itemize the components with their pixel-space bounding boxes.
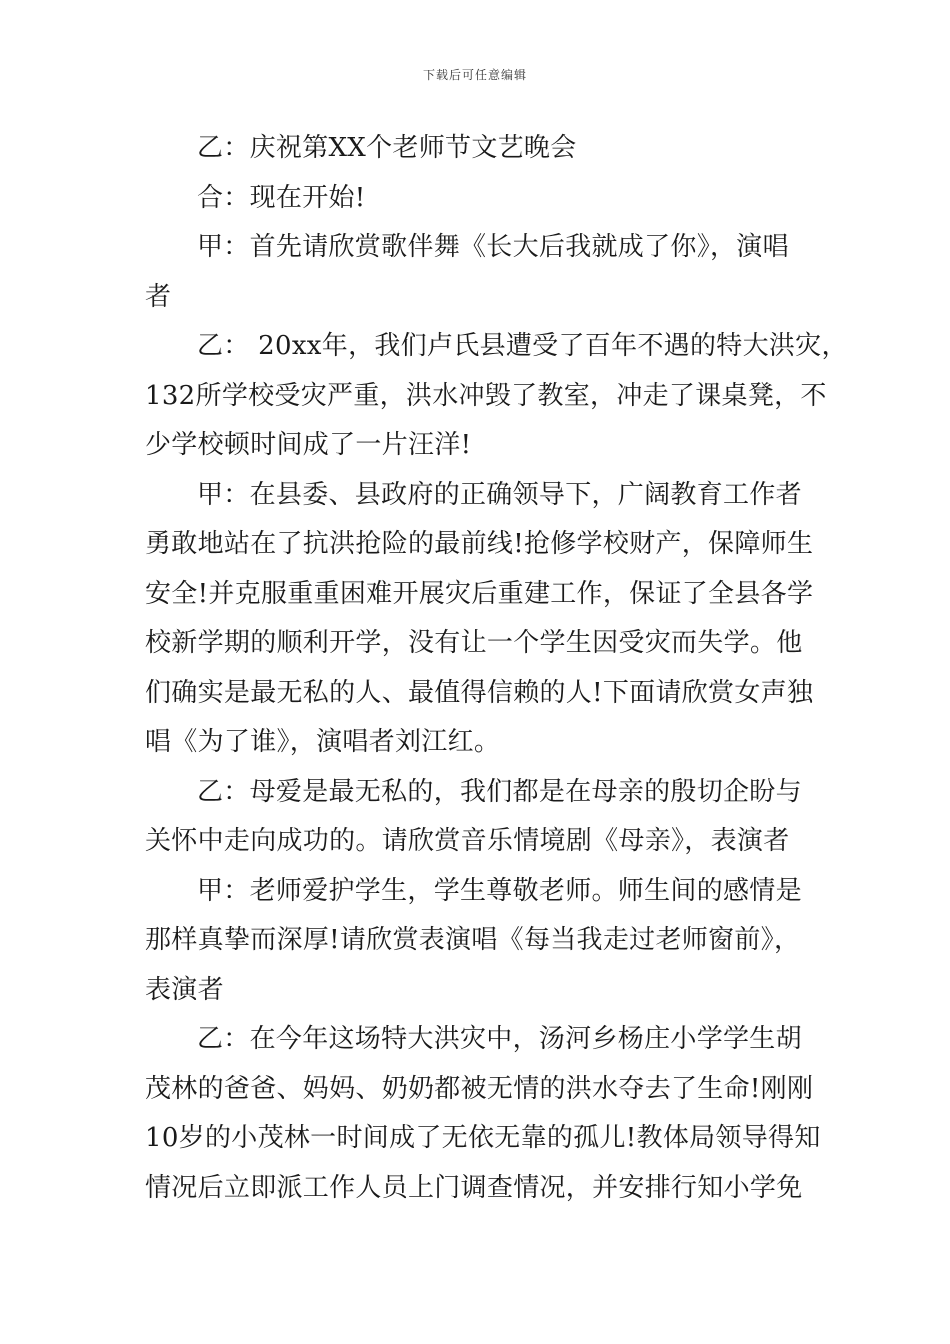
text-line: 安全!并克服重重困难开展灾后重建工作，保证了全县各学	[145, 578, 814, 609]
text-line: 茂林的爸爸、妈妈、奶奶都被无情的洪水夺去了生命!刚刚	[145, 1073, 814, 1104]
text-line: 那样真挚而深厚!请欣赏表演唱《每当我走过老师窗前》，	[145, 925, 801, 955]
text-line: 勇敢地站在了抗洪抢险的最前线!抢修学校财产，保障师生	[145, 529, 814, 559]
text-line: 们确实是最无私的人、最值得信赖的人!下面请欣赏女声独	[145, 677, 814, 708]
text-line: 关怀中走向成功的。请欣赏音乐情境剧《母亲》，表演者	[145, 826, 790, 856]
text-line: 乙：庆祝第XX个老师节文艺晚会	[197, 133, 577, 163]
text-line: 合：现在开始!	[197, 182, 366, 213]
text-line: 情况后立即派工作人员上门调查情况，并安排行知小学免	[145, 1172, 803, 1203]
text-line: 唱《为了谁》，演唱者刘江红。	[145, 727, 501, 757]
text-line: 者	[145, 281, 172, 312]
text-line: 甲：老师爱护学生，学生尊敬老师。师生间的感情是	[197, 875, 802, 906]
text-line: 132所学校受灾严重，洪水冲毁了教室，冲走了课桌凳，不	[145, 380, 827, 411]
text-line: 乙：在今年这场特大洪灾中，汤河乡杨庄小学学生胡	[197, 1024, 802, 1054]
text-line: 甲：首先请欣赏歌伴舞《长大后我就成了你》，演唱	[197, 232, 789, 262]
text-line: 10岁的小茂林一时间成了无依无靠的孤儿!教体局领导得知	[145, 1123, 821, 1153]
text-line: 乙： 20xx年，我们卢氏县遭受了百年不遇的特大洪灾，	[197, 331, 848, 361]
text-line: 乙：母爱是最无私的，我们都是在母亲的殷切企盼与	[197, 776, 802, 807]
text-line: 甲：在县委、县政府的正确领导下，广阔教育工作者	[197, 479, 802, 510]
page-header-note: 下载后可任意编辑	[422, 68, 527, 82]
text-line: 少学校顿时间成了一片汪洋!	[145, 430, 472, 460]
text-line: 校新学期的顺利开学，没有让一个学生因受灾而失学。他	[145, 628, 803, 658]
document-body	[145, 124, 848, 1213]
text-line: 表演者	[145, 974, 224, 1005]
